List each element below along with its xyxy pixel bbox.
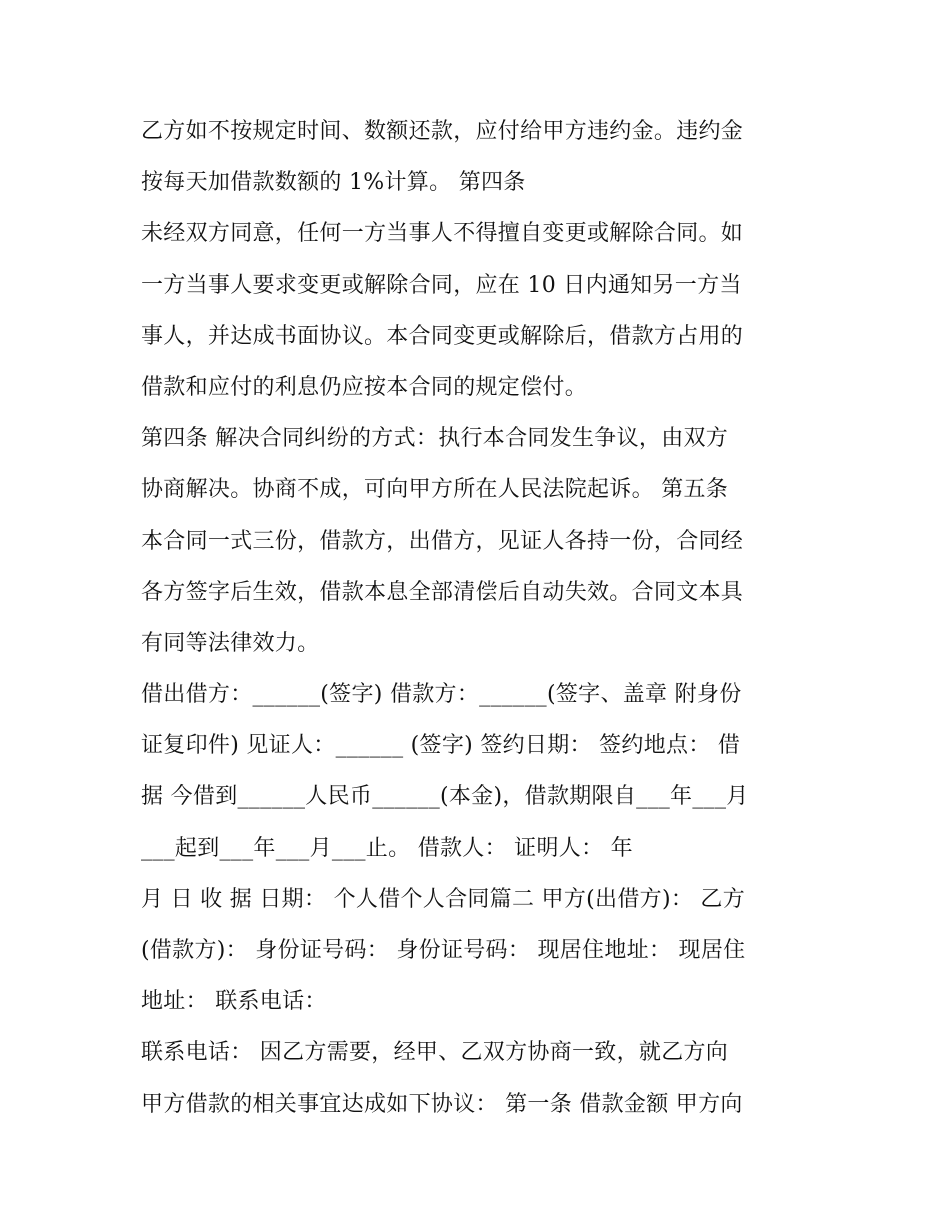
text-line: 本合同一式三份，借款方，出借方，见证人各持一份，合同经 (141, 528, 744, 554)
text-line: 事人，并达成书面协议。本合同变更或解除后，借款方占用的 (141, 323, 744, 349)
text-line: 月 日 收 据 日期： 个人借个人合同篇二 甲方(出借方)： 乙方 (141, 886, 746, 912)
text-line: 协商解决。协商不成，可向甲方所在人民法院起诉。 第五条 (141, 477, 729, 503)
text-line: ___起到___年___月___止。 借款人： 证明人： 年 (141, 835, 633, 861)
text-line: 证复印件) 见证人：______ (签字) 签约日期： 签约地点： 借 (141, 733, 741, 759)
text-line: 一方当事人要求变更或解除合同，应在 10 日内通知另一方当 (141, 272, 742, 298)
text-line: 各方签字后生效，借款本息全部清偿后自动失效。合同文本具 (141, 579, 744, 605)
text-line: 有同等法律效力。 (141, 630, 320, 656)
text-line: (借款方)： 身份证号码： 身份证号码： 现居住地址： 现居住 (141, 938, 746, 963)
text-line: 未经双方同意，任何一方当事人不得擅自变更或解除合同。如 (141, 221, 744, 247)
text-line: 甲方借款的相关事宜达成如下协议： 第一条 借款金额 甲方向 (141, 1091, 743, 1117)
text-line: 借款和应付的利息仍应按本合同的规定偿付。 (141, 374, 588, 400)
text-line: 乙方如不按规定时间、数额还款，应付给甲方违约金。违约金 (141, 119, 744, 144)
text-line: 借出借方：______(签字) 借款方：______(签字、盖章 附身份 (141, 682, 742, 708)
text-line: 据 今借到______人民币______(本金)，借款期限自___年___月 (141, 784, 749, 810)
text-line: 按每天加借款数额的 1%计算。 第四条 (141, 170, 526, 196)
text-line: 地址： 联系电话： (141, 989, 327, 1015)
contract-text-body (141, 106, 821, 1130)
text-line: 联系电话： 因乙方需要，经甲、乙双方协商一致，就乙方向 (141, 1040, 729, 1066)
text-line: 第四条 解决合同纠纷的方式：执行本合同发生争议，由双方 (141, 426, 729, 452)
